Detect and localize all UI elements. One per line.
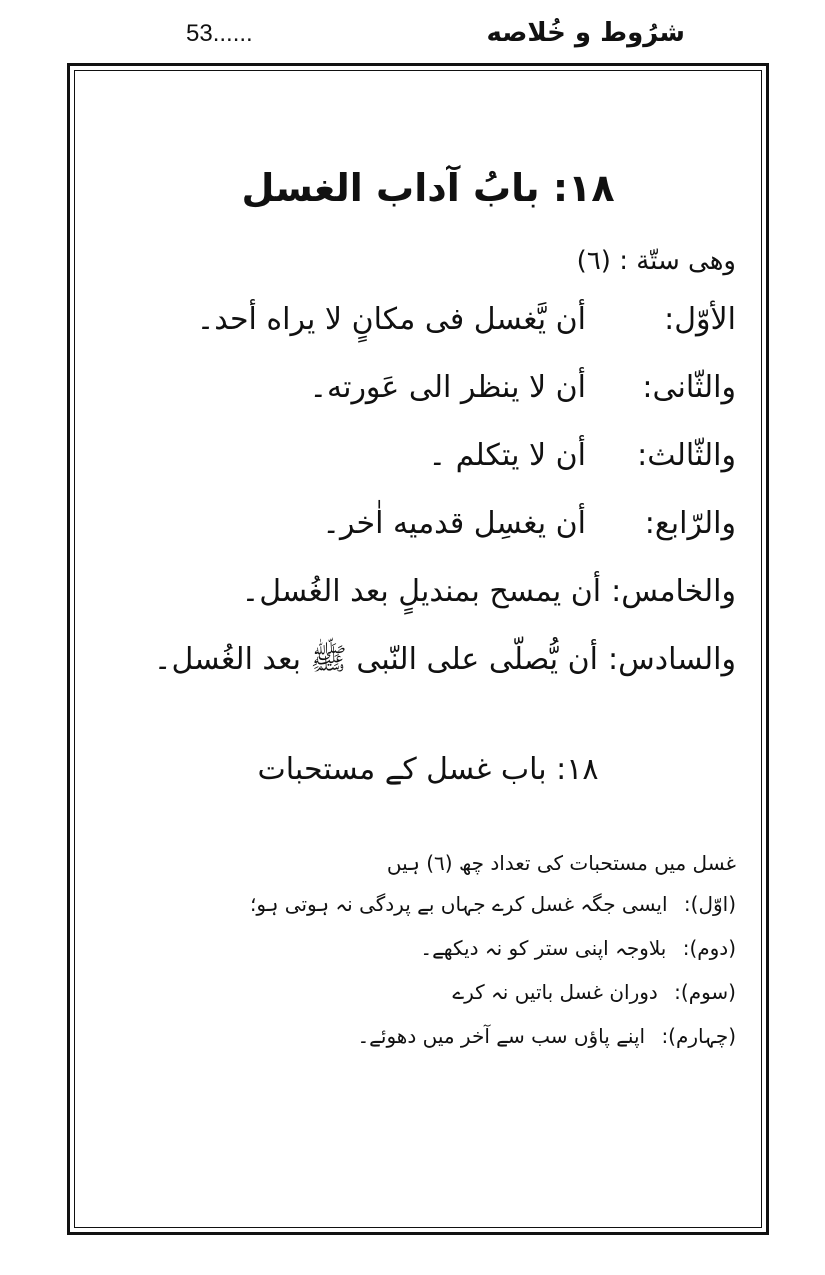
urdu-item-label: (سوم): — [674, 980, 736, 1004]
urdu-item-text: دوران غسل باتیں نہ کرے — [452, 980, 658, 1004]
page-number: 53...... — [186, 20, 253, 47]
urdu-item-4 — [120, 1021, 736, 1051]
arabic-item-2 — [120, 366, 736, 410]
arabic-item-1 — [120, 298, 736, 342]
arabic-item-text: أن يُّصلّى على النّبى ﷺ بعد الغُسل۔ — [153, 642, 599, 677]
arabic-item-label: والثّانى: — [642, 370, 736, 405]
urdu-item-text: بلاوجہ اپنی ستر کو نہ دیکھے۔ — [420, 936, 667, 960]
arabic-item-text: أن لا ينظر الى عَورته۔ — [309, 370, 586, 405]
urdu-item-3 — [120, 977, 736, 1007]
urdu-item-label: (چہارم): — [661, 1024, 736, 1048]
page-frame — [67, 63, 769, 1235]
arabic-chapter-heading: ١٨: بابُ آداب الغسل — [241, 166, 615, 210]
urdu-item-2 — [120, 933, 736, 963]
arabic-item-3 — [120, 434, 736, 478]
arabic-item-label: والسادس: — [608, 642, 736, 677]
arabic-item-text: أن يمسح بمنديلٍ بعد الغُسل۔ — [241, 574, 602, 609]
arabic-item-4 — [120, 502, 736, 546]
urdu-intro: غسل میں مستحبات کی تعداد چھ (٦) ہیں — [386, 851, 736, 875]
arabic-item-label: والرّابع: — [644, 506, 736, 541]
urdu-item-1 — [120, 889, 736, 919]
arabic-item-6 — [120, 638, 736, 682]
urdu-item-text: ایسی جگہ غسل کرے جہاں بے پردگی نہ ہوتی ہو؛ — [250, 892, 668, 916]
urdu-chapter-heading: ١٨: باب غسل کے مستحبات — [257, 752, 599, 787]
urdu-item-text: اپنے پاؤں سب سے آخر میں دھوئے۔ — [357, 1024, 646, 1048]
arabic-item-label: والخامس: — [611, 574, 736, 609]
arabic-item-label: والثّالث: — [637, 438, 736, 473]
urdu-item-label: (دوم): — [682, 936, 736, 960]
arabic-intro: وهى ستّة : (٦) — [576, 246, 736, 276]
arabic-item-5 — [120, 570, 736, 614]
arabic-item-text: أن يغسِل قدميه اٰخر۔ — [322, 506, 586, 541]
arabic-item-text: أن يَّغسل فى مكانٍ لا يراه أحد۔ — [196, 302, 586, 337]
urdu-item-label: (اوّل): — [683, 892, 736, 916]
running-title: شرُوط و خُلاصه — [486, 18, 685, 48]
arabic-item-text: أن لا يتكلم ۔ — [428, 438, 586, 473]
arabic-item-label: الأوّل: — [664, 302, 736, 337]
page-content — [120, 166, 736, 1065]
